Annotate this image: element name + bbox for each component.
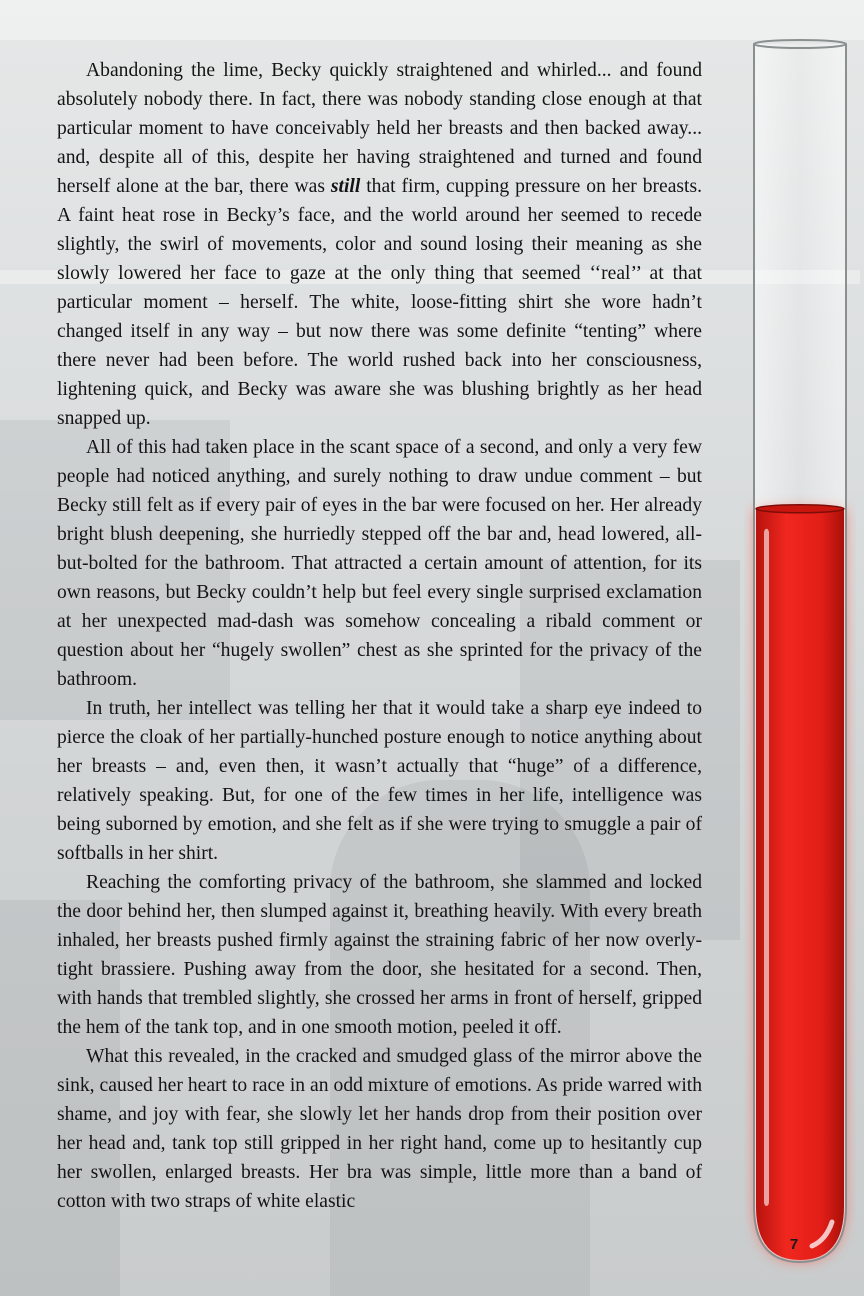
paragraph-1: Abandoning the lime, Becky quickly straightened and whirled... and found absolutely nobody there. In fact, there was nobody standing close enough at that particular moment to have conceivably held her breasts and then backed away... and, despite all of this, despite her having straightened and turned and found herself alone at the bar, there was still that firm, cupping pressure on her breasts. A faint heat rose in Becky’s face, and the world around her seemed to recede slightly, the swirl of movements, color and sound losing their meaning as she slowly lowered her face to gaze at the only thing that seemed ‘‘real’’ at that particular moment – herself. The white, loose-fitting shirt she wore hadn’t changed itself in any way – but now there was some definite “tenting” where there never had been before. The world rushed back into her consciousness, lightening quick, and Becky was aware she was blushing brightly as her head snapped up. bbox=[57, 60, 703, 429]
glass-highlight bbox=[764, 529, 769, 1206]
paragraph-3: In truth, her intellect was telling her that it would take a sharp eye indeed to pierce the cloak of her partially-hunched posture enough to notice anything about her breasts – and, even then, it wasn’t actually that “huge” of a difference, relatively speaking. But, for one of the few times in her life, intelligence was being suborned by emotion, and she felt as if she were trying to smuggle a pair of softballs in her shirt. bbox=[57, 698, 702, 864]
emphasized-word: still bbox=[330, 176, 361, 197]
paragraph-2: All of this had taken place in the scant space of a second, and only a very few people had noticed anything, and surely nothing to draw undue comment – but Becky still felt as if every pair of eyes in the bar were focused on her. Her already bright blush deepening, she hurriedly stepped off the bar and, head lowered, all-but-bolted for the bathroom. That attracted a certain amount of attention, for its own reasons, but Becky couldn’t help but feel every single surprised exclamation at her unexpected mad-dash was somehow concealing a ribald comment or question about her “hugely swollen” chest as she sprinted for the privacy of the bathroom. bbox=[57, 437, 702, 690]
test-tube-graphic bbox=[744, 36, 856, 1276]
paragraph-4: Reaching the comforting privacy of the bathroom, she slammed and locked the door behind her, then slumped against it, breathing heavily. With every breath inhaled, her breasts pushed firmly against the straining fabric of her now overly-tight brassiere. Pushing away from the door, she hesitated for a second. Then, with hands that trembled slightly, she crossed her arms in front of herself, gripped the hem of the tank top, and in one smooth motion, peeled it off. bbox=[57, 872, 702, 1038]
body-text bbox=[57, 56, 702, 1216]
test-tube-svg bbox=[744, 36, 856, 1276]
page-number: 7 bbox=[789, 1236, 799, 1253]
paragraph-5: What this revealed, in the cracked and smudged glass of the mirror above the sink, caused her heart to race in an odd mixture of emotions. As pride warred with shame, and joy with fear, she slowly let her hands drop from their position over her head and, tank top still gripped in her right hand, come up to hesitantly cup her swollen, enlarged breasts. Her bra was simple, little more than a band of cotton with two straps of white elastic bbox=[57, 1046, 702, 1212]
tube-liquid bbox=[756, 509, 844, 1260]
liquid-surface bbox=[756, 505, 844, 513]
